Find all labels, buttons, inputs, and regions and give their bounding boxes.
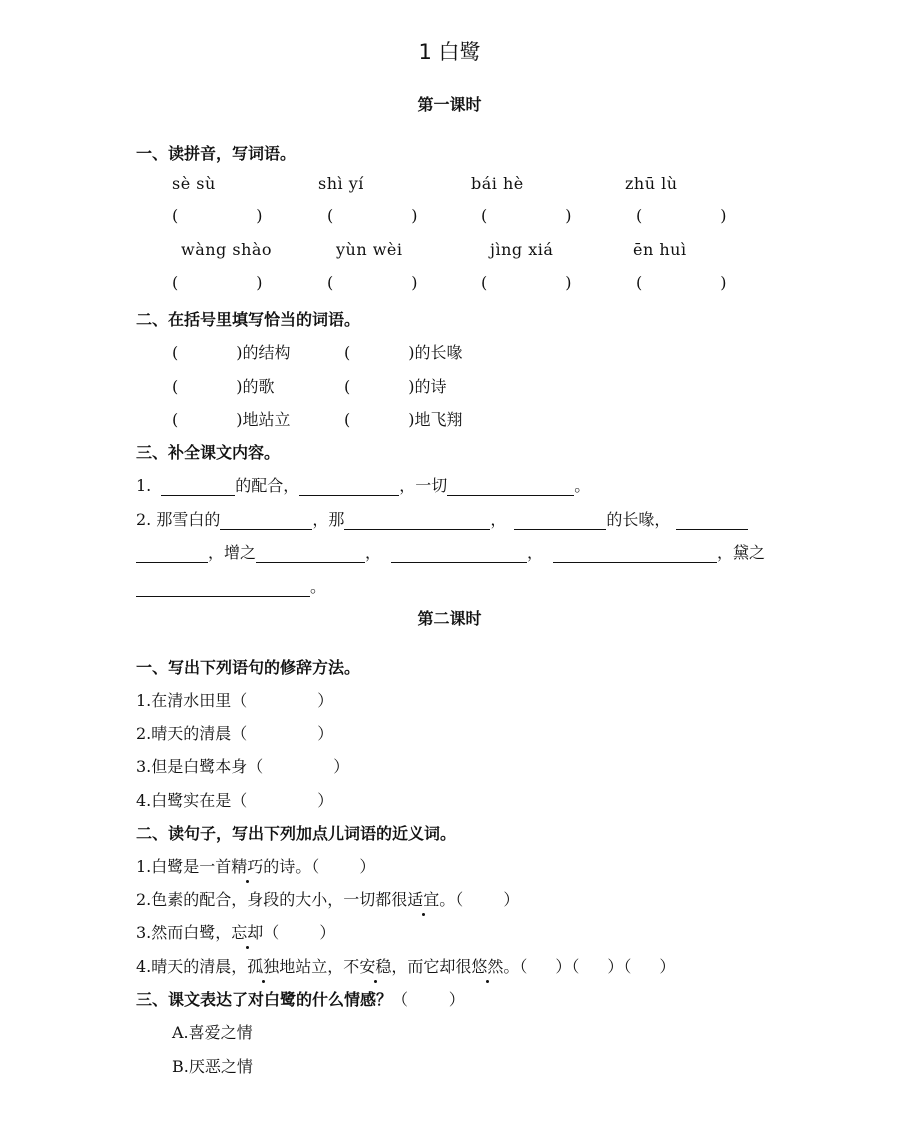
answer-blank-4[interactable]: ( ) bbox=[636, 206, 727, 225]
l1-q3-title: 三、补全课文内容。 bbox=[136, 443, 281, 462]
fill-item-2[interactable]: ( )的长喙 bbox=[344, 343, 463, 362]
blank-line[interactable] bbox=[256, 544, 365, 563]
lesson2-heading: 第二课时 bbox=[417, 609, 482, 628]
l1-q2-title: 二、在括号里填写恰当的词语。 bbox=[136, 310, 361, 329]
fill-item-3[interactable]: ( )的歌 bbox=[172, 377, 275, 396]
option-a[interactable]: A.喜爱之情 bbox=[172, 1023, 253, 1042]
completion-line-2: 2. 那雪白的 ，那 ， 的长喙， bbox=[136, 507, 748, 530]
completion-line-4: 。 bbox=[136, 574, 326, 597]
rhetoric-item-2[interactable]: 2.晴天的清晨（ ） bbox=[136, 724, 334, 743]
answer-blank-7[interactable]: ( ) bbox=[481, 273, 572, 292]
pinyin-8: ēn huì bbox=[633, 240, 687, 259]
dotted-word: 孤独 bbox=[247, 954, 279, 977]
pinyin-5: wàng shào bbox=[181, 240, 273, 259]
rhetoric-item-1[interactable]: 1.在清水田里（ ） bbox=[136, 691, 334, 710]
pinyin-4: zhū lù bbox=[625, 174, 678, 193]
answer-blank-5[interactable]: ( ) bbox=[172, 273, 263, 292]
l2-q1-title: 一、写出下列语句的修辞方法。 bbox=[136, 658, 361, 677]
answer-blank-3[interactable]: ( ) bbox=[481, 206, 572, 225]
blank-line[interactable] bbox=[136, 544, 208, 563]
l2-q3-title: 三、课文表达了对白鹭的什么情感？（ ） bbox=[136, 990, 465, 1009]
dotted-word: 精巧 bbox=[231, 854, 263, 877]
blank-line[interactable] bbox=[514, 511, 606, 530]
fill-item-1[interactable]: ( )的结构 bbox=[172, 343, 291, 362]
dotted-word: 忘却 bbox=[231, 920, 263, 943]
page-title: 1 白鹭 bbox=[418, 40, 481, 64]
pinyin-2: shì yí bbox=[318, 174, 364, 193]
blank-line[interactable] bbox=[676, 511, 748, 530]
dotted-word: 安稳 bbox=[359, 954, 391, 977]
blank-line[interactable] bbox=[391, 544, 527, 563]
l2-q2-title: 二、读句子，写出下列加点儿词语的近义词。 bbox=[136, 824, 457, 843]
answer-blank-2[interactable]: ( ) bbox=[327, 206, 418, 225]
synonym-item-3[interactable]: 3.然而白鹭，忘却（ ） bbox=[136, 920, 335, 943]
blank-line[interactable] bbox=[136, 578, 310, 597]
completion-line-1: 1. 的配合， ，一切 。 bbox=[136, 476, 591, 495]
pinyin-1: sè sù bbox=[172, 174, 216, 193]
answer-blank-1[interactable]: ( ) bbox=[172, 206, 263, 225]
pinyin-6: yùn wèi bbox=[336, 240, 403, 259]
completion-line-3: ，增之 ， ， ，黛之 bbox=[136, 540, 765, 563]
answer-blank-8[interactable]: ( ) bbox=[636, 273, 727, 292]
blank-line[interactable] bbox=[161, 477, 235, 496]
rhetoric-item-4[interactable]: 4.白鹭实在是（ ） bbox=[136, 791, 334, 810]
blank-line[interactable] bbox=[220, 511, 312, 530]
blank-line[interactable] bbox=[344, 511, 490, 530]
l1-q1-title: 一、读拼音，写词语。 bbox=[136, 144, 297, 163]
fill-item-6[interactable]: ( )地飞翔 bbox=[344, 410, 463, 429]
synonym-item-2[interactable]: 2.色素的配合，身段的大小，一切都很适宜。（ ） bbox=[136, 887, 519, 910]
synonym-item-4[interactable]: 4.晴天的清晨，孤独地站立，不安稳，而它却很悠然。（ ）（ ）（ ） bbox=[136, 954, 675, 977]
dotted-word: 适宜 bbox=[407, 887, 439, 910]
fill-item-5[interactable]: ( )地站立 bbox=[172, 410, 291, 429]
answer-blank-6[interactable]: ( ) bbox=[327, 273, 418, 292]
pinyin-3: bái hè bbox=[471, 174, 524, 193]
lesson1-heading: 第一课时 bbox=[417, 95, 482, 114]
rhetoric-item-3[interactable]: 3.但是白鹭本身（ ） bbox=[136, 757, 350, 776]
option-b[interactable]: B.厌恶之情 bbox=[172, 1057, 253, 1076]
pinyin-7: jìng xiá bbox=[490, 240, 554, 259]
synonym-item-1[interactable]: 1.白鹭是一首精巧的诗。（ ） bbox=[136, 854, 375, 877]
blank-line[interactable] bbox=[553, 544, 717, 563]
blank-line[interactable] bbox=[299, 477, 399, 496]
dotted-word: 悠然 bbox=[471, 954, 503, 977]
fill-item-4[interactable]: ( )的诗 bbox=[344, 377, 447, 396]
blank-line[interactable] bbox=[447, 477, 574, 496]
answer-paren[interactable]: （ ） bbox=[392, 990, 465, 1009]
